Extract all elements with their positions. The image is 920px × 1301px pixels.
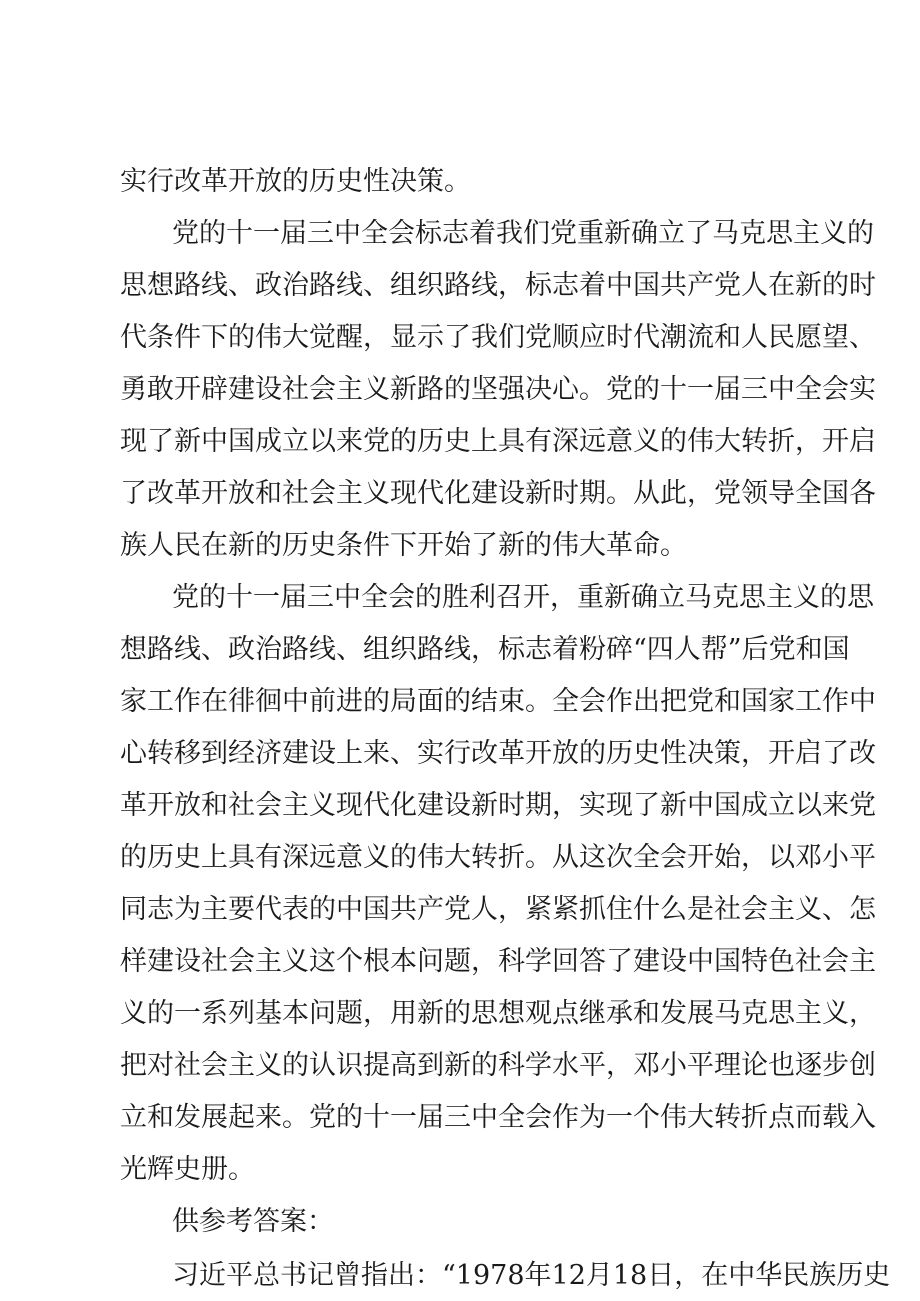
paragraph-line: 想路线、政治路线、组织路线，标志着粉碎“四人帮”后党和国: [120, 634, 850, 665]
reference-answer-label: 供参考答案：: [172, 1206, 334, 1237]
paragraph-line: 样建设社会主义这个根本问题，科学回答了建设中国特色社会主: [120, 946, 876, 977]
paragraph-line: 把对社会主义的认识提高到新的科学水平，邓小平理论也逐步创: [120, 1050, 876, 1081]
paragraph-line: 心转移到经济建设上来、实行改革开放的历史性决策，开启了改: [120, 738, 876, 769]
paragraph-line: 立和发展起来。党的十一届三中全会作为一个伟大转折点而载入: [120, 1102, 876, 1133]
paragraph-line: 实行改革开放的历史性决策。: [120, 166, 471, 197]
paragraph-line: 家工作在徘徊中前进的局面的结束。全会作出把党和国家工作中: [120, 686, 876, 717]
paragraph-line: 革开放和社会主义现代化建设新时期，实现了新中国成立以来党: [120, 790, 876, 821]
paragraph-line: 族人民在新的历史条件下开始了新的伟大革命。: [120, 530, 687, 561]
paragraph-line: 义的一系列基本问题，用新的思想观点继承和发展马克思主义，: [120, 998, 876, 1029]
paragraph-line: 了改革开放和社会主义现代化建设新时期。从此，党领导全国各: [120, 478, 876, 509]
paragraph-line: 党的十一届三中全会的胜利召开，重新确立马克思主义的思: [172, 582, 874, 613]
paragraph-line: 光辉史册。: [120, 1154, 255, 1185]
paragraph-line: 思想路线、政治路线、组织路线，标志着中国共产党人在新的时: [120, 270, 876, 301]
paragraph-line: 同志为主要代表的中国共产党人，紧紧抓住什么是社会主义、怎: [120, 894, 876, 925]
paragraph-line: 现了新中国成立以来党的历史上具有深远意义的伟大转折，开启: [120, 426, 876, 457]
paragraph-line: 勇敢开辟建设社会主义新路的坚强决心。党的十一届三中全会实: [120, 374, 876, 405]
paragraph-line: 习近平总书记曾指出：“1978年12月18日，在中华民族历史: [172, 1260, 891, 1291]
paragraph-line: 党的十一届三中全会标志着我们党重新确立了马克思主义的: [172, 218, 874, 249]
paragraph-line: 的历史上具有深远意义的伟大转折。从这次全会开始，以邓小平: [120, 842, 876, 873]
paragraph-line: 代条件下的伟大觉醒，显示了我们党顺应时代潮流和人民愿望、: [120, 322, 876, 353]
